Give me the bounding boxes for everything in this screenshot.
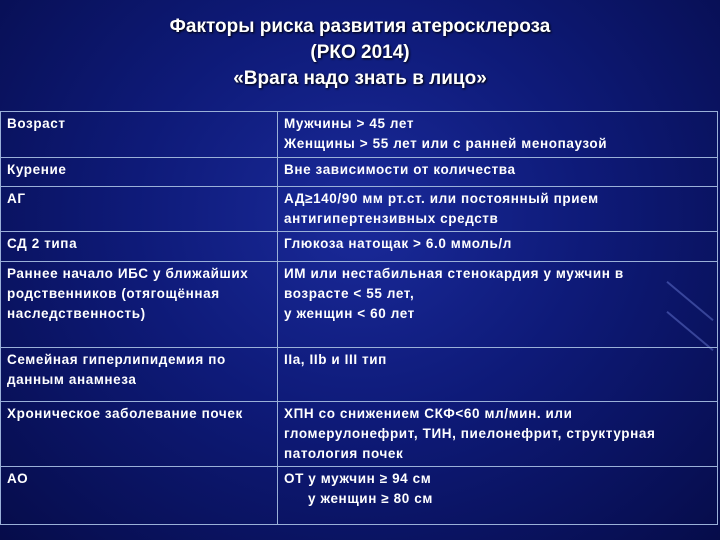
factor-cell: АГ [1,187,278,232]
table-row [1,158,718,187]
criteria-line: Мужчины > 45 лет [284,116,415,131]
title-line-2: (РКО 2014) [310,42,410,63]
factor-cell: Курение [1,158,278,187]
criteria-line: у женщин ≥ 80 см [308,491,433,506]
factor-cell: СД 2 типа [1,232,278,262]
factor-cell: Семейная гиперлипидемия по данным анамнеза [1,348,278,402]
criteria-line: ХПН со снижением СКФ<60 мл/мин. или [284,406,573,421]
table-row [1,348,718,402]
criteria-cell [278,187,718,232]
title-line-1: Факторы риска развития атеросклероза [169,16,551,37]
criteria-line: ОТ у мужчин ≥ 94 см [284,471,432,486]
criteria-cell [278,112,718,158]
criteria-cell [278,158,718,187]
criteria-cell [278,402,718,467]
criteria-line: ИМ или нестабильная стенокардия у мужчин в [284,266,624,281]
criteria-line: возрасте < 55 лет, [284,286,415,301]
criteria-cell [278,467,718,525]
criteria-cell [278,348,718,402]
criteria-line: Женщины > 55 лет или с ранней менопаузой [284,136,608,151]
table-row [1,402,718,467]
table-row [1,112,718,158]
factor-cell: Возраст [1,112,278,158]
table-row [1,467,718,525]
criteria-line: АД≥140/90 мм рт.ст. или постоянный прием [284,191,599,206]
table-row [1,262,718,348]
risk-factors-table [0,111,718,525]
slide-title [0,14,720,92]
criteria-cell [278,232,718,262]
factor-cell: АО [1,467,278,525]
factor-cell: Хроническое заболевание почек [1,402,278,467]
criteria-line: патология почек [284,446,404,461]
criteria-line: гломерулонефрит, ТИН, пиелонефрит, структурная [284,426,656,441]
criteria-line: IIa, IIb и III тип [284,352,387,367]
criteria-line: у женщин < 60 лет [284,306,415,321]
title-line-3: «Врага надо знать в лицо» [233,68,487,89]
criteria-line: Глюкоза натощак > 6.0 ммоль/л [284,236,512,251]
factor-cell: Раннее начало ИБС у ближайших родственников (отягощённая наследственность) [1,262,278,348]
table-row [1,232,718,262]
criteria-line: Вне зависимости от количества [284,162,516,177]
table-row [1,187,718,232]
criteria-line: антигипертензивных средств [284,211,499,226]
criteria-cell [278,262,718,348]
